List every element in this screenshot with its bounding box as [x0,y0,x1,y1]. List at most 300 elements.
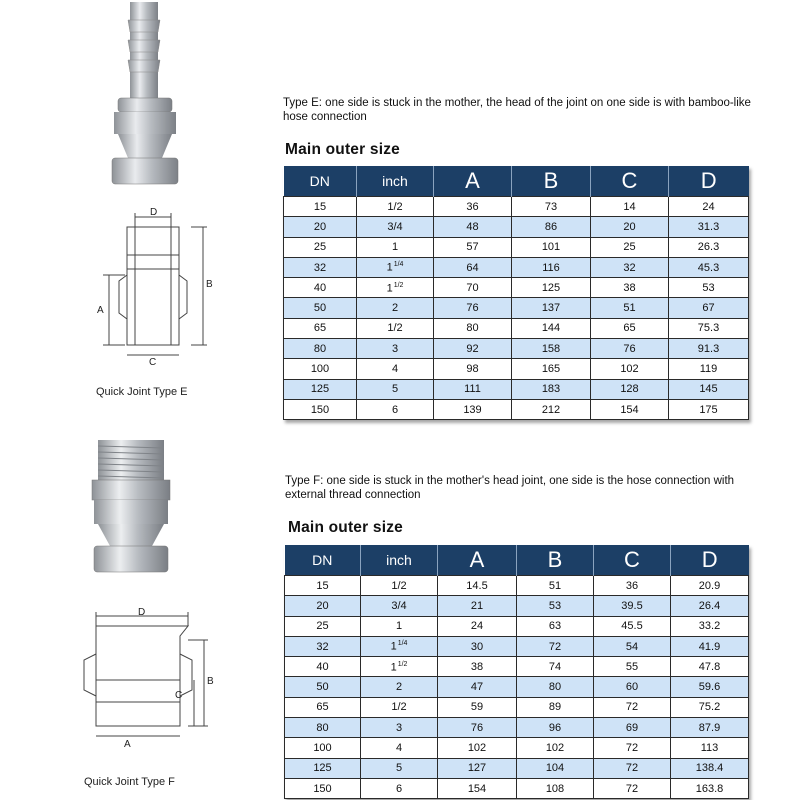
type-f-heading: Main outer size [288,519,403,536]
cell-value: 59.6 [698,681,721,694]
cell-a [434,278,512,298]
cell-value: 47.8 [698,660,721,673]
cell-d [671,657,749,677]
cell-value: 69 [625,721,639,734]
cell-dn [285,758,361,778]
cell-value: 119 [699,363,718,376]
header-c: C [594,545,671,576]
cell-value: 20 [313,220,327,233]
cell-c [591,298,669,318]
cell-value: 125 [310,383,330,396]
cell-c [591,379,669,399]
cell-value: 57 [466,241,479,254]
cell-value: 24 [470,620,484,633]
cell-value: 1/2 [387,200,403,213]
cell-d [671,718,749,738]
cell-c [594,596,671,616]
type-f-product-photo [82,436,182,576]
cell-b [512,257,591,277]
cell-value: 50 [313,302,327,315]
table-row [284,217,749,237]
cell-value: 21 [470,599,484,612]
cell-value: 165 [541,363,561,376]
cell-value: 100 [313,742,332,755]
cell-value: 125 [313,762,332,775]
cell-a [434,379,512,399]
table-row [284,278,749,298]
cell-value: 40 [316,660,329,673]
cell-inch [361,758,438,778]
cell-b [517,697,594,717]
cell-value: 3/4 [391,599,407,612]
cell-c [594,576,671,596]
cell-value: 127 [467,762,487,775]
header-c: C [591,166,669,197]
cell-inch [357,278,434,298]
dim-label-a: A [124,739,131,750]
cell-inch [361,616,438,636]
cell-value: 64 [466,261,479,274]
type-e-caption: Quick Joint Type E [96,386,188,398]
cell-b [517,738,594,758]
table-row [285,596,749,616]
cell-value: 41.9 [698,640,721,653]
cell-d [669,298,749,318]
cell-value: 75.2 [698,701,721,714]
cell-inch [361,718,438,738]
cell-value: 102 [545,742,565,755]
cell-value: 150 [310,403,330,416]
table-row [285,758,749,778]
cell-a [434,257,512,277]
cell-c [594,636,671,656]
type-e-product-photo [100,0,190,200]
cell-b [512,298,591,318]
cell-value: 92 [466,342,479,355]
cell-value: 65 [313,322,327,335]
type-f-dimension-drawing [70,606,220,756]
type-e-heading: Main outer size [285,141,400,158]
cell-d [671,778,749,798]
cell-a [438,616,517,636]
table-row [285,657,749,677]
cell-d [671,596,749,616]
header-a: A [434,166,512,197]
cell-value: 72 [625,762,639,775]
cell-inch [361,657,438,677]
cell-b [517,616,594,636]
cell-value: 111 [464,383,481,396]
cell-value: 1 [386,282,393,295]
cell-c [594,697,671,717]
cell-value: 45.5 [621,620,643,633]
cell-value: 72 [548,640,562,653]
cell-b [517,758,594,778]
cell-c [591,217,669,237]
cell-value: 96 [548,721,562,734]
cell-dn [285,738,361,758]
inch-fraction: 1/2 [393,281,404,289]
cell-value: 47 [470,681,484,694]
cell-dn [284,318,357,338]
cell-dn [285,616,361,636]
cell-b [517,677,594,697]
dim-label-c: C [175,690,183,701]
header-d: D [669,166,749,197]
cell-d [671,636,749,656]
cell-a [434,318,512,338]
table-header-row [284,166,749,197]
cell-value: 31.3 [697,220,720,233]
cell-inch [357,257,434,277]
cell-value: 150 [313,782,332,795]
cell-value: 72 [625,701,639,714]
dim-label-b: B [206,279,213,290]
cell-dn [284,298,357,318]
cell-value: 116 [542,261,560,274]
cell-c [591,399,669,419]
cell-inch [357,298,434,318]
cell-value: 4 [395,742,403,755]
cell-a [438,596,517,616]
cell-value: 14.5 [466,579,488,592]
cell-dn [284,399,357,419]
cell-d [669,237,749,257]
cell-value: 5 [391,383,399,396]
cell-value: 128 [620,383,639,396]
cell-a [438,657,517,677]
cell-d [671,738,749,758]
cell-inch [357,379,434,399]
cell-value: 32 [316,640,329,653]
cell-dn [284,359,357,379]
cell-d [669,339,749,359]
cell-dn [285,657,361,677]
table-row [285,778,749,798]
cell-c [594,758,671,778]
cell-c [591,278,669,298]
cell-value: 1 [391,241,399,254]
cell-c [591,197,669,217]
table-row [284,318,749,338]
cell-value: 137 [541,302,561,315]
header-d: D [671,545,749,576]
cell-b [517,596,594,616]
table-row [284,237,749,257]
cell-value: 98 [466,363,479,376]
cell-value: 80 [548,681,562,694]
cell-value: 3 [395,721,403,734]
cell-value: 72 [625,742,639,755]
cell-value: 36 [625,579,639,592]
cell-dn [284,379,357,399]
dim-label-d: D [150,207,158,218]
cell-a [438,677,517,697]
cell-b [512,237,591,257]
table-row [285,576,749,596]
cell-d [669,359,749,379]
cell-inch [361,738,438,758]
cell-d [669,217,749,237]
cell-dn [285,778,361,798]
cell-inch [357,237,434,257]
cell-value: 163.8 [695,782,724,795]
cell-value: 74 [548,660,562,673]
cell-a [434,399,512,419]
cell-value: 25 [313,241,327,254]
cell-inch [357,197,434,217]
table-row [284,359,749,379]
cell-dn [284,197,357,217]
cell-b [517,718,594,738]
type-f-size-table [284,545,749,799]
cell-value: 15 [313,200,327,213]
cell-d [671,758,749,778]
cell-value: 212 [541,403,561,416]
cell-a [438,718,517,738]
cell-value: 1/2 [391,701,407,714]
cell-value: 65 [623,322,636,335]
cell-inch [357,217,434,237]
cell-value: 102 [620,363,639,376]
cell-dn [285,677,361,697]
cell-dn [285,636,361,656]
cell-inch [357,359,434,379]
cell-dn [285,697,361,717]
cell-value: 48 [466,220,479,233]
cell-b [512,197,591,217]
cell-c [594,778,671,798]
cell-b [512,399,591,419]
cell-value: 63 [548,620,562,633]
cell-dn [284,278,357,298]
cell-b [512,339,591,359]
cell-dn [284,339,357,359]
type-e-table-body [284,197,749,420]
cell-d [669,399,749,419]
header-inch: inch [361,545,438,576]
cell-b [512,217,591,237]
cell-value: 145 [699,383,718,396]
cell-b [512,318,591,338]
cell-d [669,379,749,399]
dim-label-b: B [207,676,214,687]
cell-a [438,738,517,758]
cell-c [591,339,669,359]
cell-dn [284,257,357,277]
inch-fraction: 1/4 [393,261,404,269]
cell-value: 38 [470,660,484,673]
table-header-row [285,545,749,576]
cell-value: 1/2 [387,322,403,335]
cell-value: 20 [316,599,329,612]
cell-value: 6 [391,403,399,416]
table-row [284,197,749,217]
cell-value: 1 [390,661,397,674]
cell-value: 25 [623,241,636,254]
type-f-table-body [285,576,749,799]
cell-value: 73 [544,200,558,213]
table-row [285,738,749,758]
cell-dn [285,718,361,738]
cell-value: 14 [623,200,636,213]
cell-value: 104 [545,762,565,775]
cell-value: 76 [623,342,636,355]
cell-value: 1/2 [391,579,407,592]
cell-b [517,576,594,596]
cell-inch [361,576,438,596]
table-row [284,379,749,399]
cell-value: 108 [545,782,565,795]
cell-value: 80 [466,322,479,335]
type-e-dimension-drawing [95,205,215,365]
cell-a [438,636,517,656]
cell-c [594,616,671,636]
type-f-description: Type F: one side is stuck in the mother's head joint, one side is the hose connection with external thread connection [285,475,735,501]
type-e-size-table [283,166,749,420]
table-row [285,697,749,717]
cell-value: 4 [391,363,399,376]
cell-inch [361,697,438,717]
cell-value: 1 [395,620,403,633]
cell-value: 54 [625,640,639,653]
cell-value: 125 [541,281,561,294]
cell-value: 33.2 [698,620,721,633]
cell-value: 59 [470,701,484,714]
cell-value: 89 [548,701,562,714]
cell-a [434,197,512,217]
cell-value: 183 [541,383,561,396]
cell-c [591,257,669,277]
dim-label-c: C [149,357,157,365]
table-row [284,257,749,277]
type-f-caption: Quick Joint Type F [84,776,175,788]
cell-value: 76 [470,721,484,734]
cell-d [671,576,749,596]
cell-value: 30 [470,640,484,653]
cell-c [591,318,669,338]
cell-value: 65 [316,701,329,714]
dim-label-a: A [97,305,104,316]
cell-value: 51 [548,579,562,592]
cell-value: 70 [466,281,479,294]
cell-value: 86 [544,220,558,233]
cell-inch [361,677,438,697]
cell-value: 32 [623,261,636,274]
cell-value: 50 [316,681,329,694]
cell-value: 15 [316,579,329,592]
cell-d [669,197,749,217]
cell-inch [361,636,438,656]
cell-a [438,576,517,596]
cell-value: 25 [316,620,329,633]
cell-a [438,758,517,778]
table-row [284,298,749,318]
table-row [284,399,749,419]
cell-value: 2 [391,302,399,315]
cell-d [669,278,749,298]
cell-value: 53 [702,281,715,294]
table-row [285,616,749,636]
cell-value: 20 [623,220,636,233]
cell-value: 138.4 [695,762,724,775]
cell-d [669,257,749,277]
header-a: A [438,545,517,576]
cell-c [594,738,671,758]
cell-value: 75.3 [697,322,720,335]
cell-a [434,237,512,257]
cell-value: 80 [313,342,327,355]
cell-a [438,697,517,717]
cell-d [671,697,749,717]
cell-d [671,616,749,636]
cell-value: 1 [386,261,393,274]
cell-value: 51 [623,302,636,315]
cell-b [512,278,591,298]
cell-a [434,217,512,237]
inch-fraction: 1/4 [397,640,408,648]
cell-value: 38 [623,281,636,294]
cell-value: 6 [395,782,403,795]
cell-value: 101 [541,241,561,254]
header-dn: DN [284,166,357,197]
cell-a [434,298,512,318]
table-row [284,339,749,359]
header-b: B [512,166,591,197]
cell-value: 144 [541,322,561,335]
cell-inch [357,399,434,419]
cell-value: 154 [620,403,639,416]
cell-value: 1 [390,640,397,653]
cell-value: 53 [548,599,562,612]
cell-value: 45.3 [697,261,720,274]
cell-value: 36 [466,200,479,213]
cell-dn [284,237,357,257]
header-b: B [517,545,594,576]
cell-value: 87.9 [698,721,721,734]
cell-inch [357,318,434,338]
cell-inch [357,339,434,359]
cell-inch [361,778,438,798]
cell-dn [284,217,357,237]
cell-value: 5 [395,762,403,775]
cell-value: 102 [467,742,487,755]
cell-c [594,677,671,697]
cell-value: 80 [316,721,329,734]
cell-value: 24 [702,200,715,213]
cell-value: 55 [625,660,639,673]
type-e-description: Type E: one side is stuck in the mother, the head of the joint on one side is with bamboo-like hose connection [283,97,751,123]
cell-value: 26.3 [697,241,720,254]
cell-c [594,718,671,738]
cell-value: 39.5 [621,599,643,612]
table-row [285,718,749,738]
cell-b [517,778,594,798]
header-dn: DN [285,545,361,576]
cell-dn [285,576,361,596]
dim-label-d: D [138,607,146,618]
cell-value: 32 [313,261,327,274]
header-inch: inch [357,166,434,197]
cell-a [438,778,517,798]
cell-c [591,237,669,257]
inch-fraction: 1/2 [397,660,408,668]
cell-value: 20.9 [698,579,721,592]
table-row [285,677,749,697]
cell-value: 154 [467,782,487,795]
cell-value: 113 [700,742,719,755]
cell-b [512,379,591,399]
